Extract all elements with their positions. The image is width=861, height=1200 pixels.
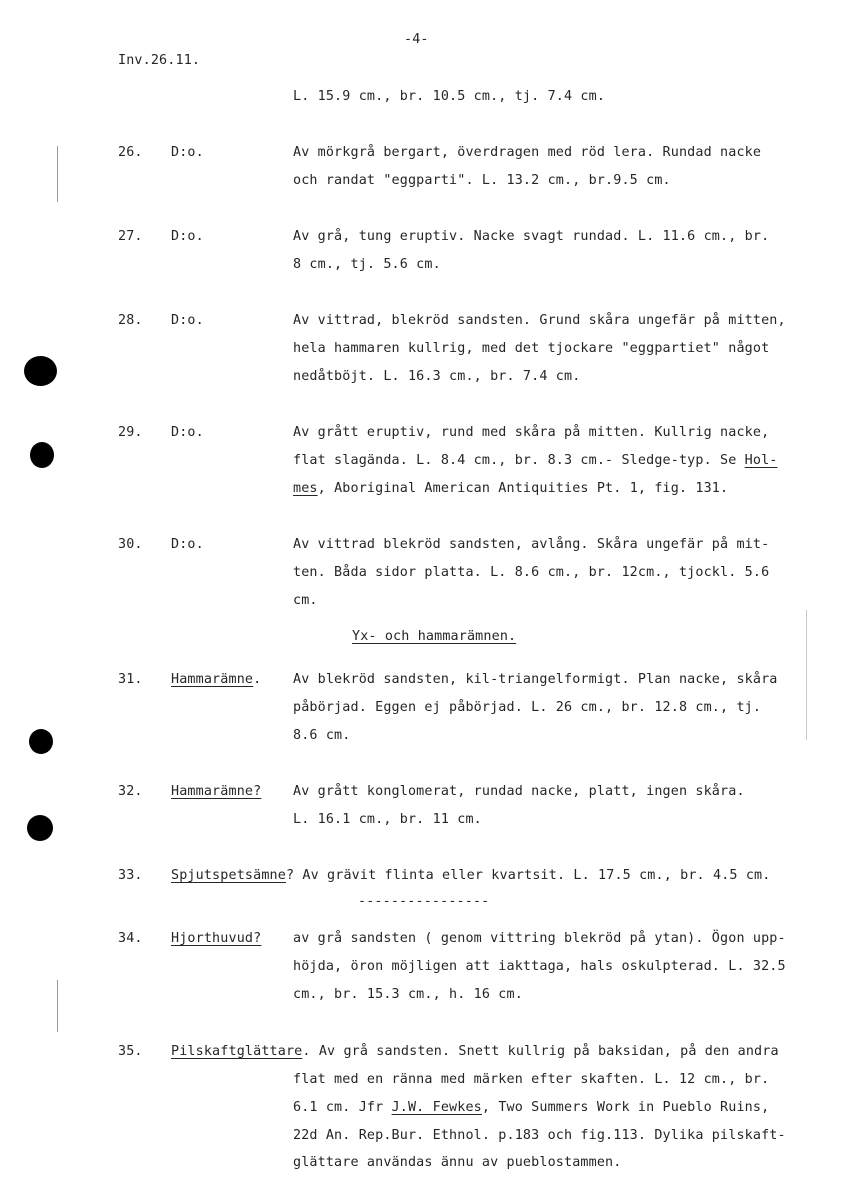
entry-label: Hjorthuvud? bbox=[171, 931, 262, 946]
entry-text: höjda, öron möjligen att iakttaga, hals oskulpterad. L. 32.5 bbox=[293, 959, 786, 974]
entry-text bbox=[293, 447, 778, 475]
entry-label: Pilskaftglättare bbox=[171, 1044, 303, 1059]
entry-text: 8 cm., tj. 5.6 cm. bbox=[293, 257, 441, 272]
entry-label: D:o. bbox=[171, 425, 204, 440]
page-number: -4- bbox=[404, 32, 429, 47]
entry-text: nedåtböjt. L. 16.3 cm., br. 7.4 cm. bbox=[293, 369, 581, 384]
entry-text: Av mörkgrå bergart, överdragen med röd lera. Rundad nacke bbox=[293, 145, 762, 160]
entry-text-segment: flat slagända. L. 8.4 cm., br. 8.3 cm.- Sledge-typ. Se bbox=[293, 453, 745, 468]
author-reference: mes bbox=[293, 481, 318, 496]
punch-hole bbox=[30, 442, 54, 468]
entry-label: D:o. bbox=[171, 229, 204, 244]
punch-hole bbox=[29, 729, 53, 754]
entry-text: flat med en ränna med märken efter skaften. L. 12 cm., br. bbox=[293, 1072, 770, 1087]
entry-text-segment: , Aboriginal American Antiquities Pt. 1, fig. 131. bbox=[317, 481, 729, 496]
entry-number: 35. bbox=[118, 1044, 143, 1059]
entry-number: 32. bbox=[118, 784, 143, 799]
entry-text-segment: 6.1 cm. Jfr bbox=[293, 1100, 392, 1115]
entry-text: Av grått eruptiv, rund med skåra på mitten. Kullrig nacke, bbox=[293, 425, 770, 440]
entry-label: Spjutspetsämne bbox=[171, 868, 286, 883]
entry-number: 30. bbox=[118, 537, 143, 552]
dashed-divider: ---------------- bbox=[358, 894, 490, 909]
author-reference: J.W. Fewkes bbox=[391, 1100, 482, 1115]
punch-hole bbox=[24, 356, 57, 386]
entry-label bbox=[171, 666, 261, 694]
margin-mark bbox=[57, 146, 58, 202]
entry-number: 31. bbox=[118, 672, 143, 687]
entry-text: Av vittrad blekröd sandsten, avlång. Skåra ungefär på mit- bbox=[293, 537, 770, 552]
entry-number: 33. bbox=[118, 868, 143, 883]
entry-number: 29. bbox=[118, 425, 143, 440]
punch-hole bbox=[27, 815, 53, 841]
entry-text: hela hammaren kullrig, med det tjockare "eggpartiet" något bbox=[293, 341, 770, 356]
section-heading: Yx- och hammarämnen. bbox=[352, 629, 517, 644]
entry-label-text: Hammarämne bbox=[171, 672, 254, 687]
entry-text: Av blekröd sandsten, kil-triangelformigt. Plan nacke, skåra bbox=[293, 672, 778, 687]
entry-label: D:o. bbox=[171, 145, 204, 160]
entry-text: cm., br. 15.3 cm., h. 16 cm. bbox=[293, 987, 523, 1002]
entry-label: D:o. bbox=[171, 537, 204, 552]
entry-number: 26. bbox=[118, 145, 143, 160]
entry-line bbox=[171, 862, 770, 890]
entry-number: 27. bbox=[118, 229, 143, 244]
entry-text-segment: , Two Summers Work in Pueblo Ruins, bbox=[481, 1100, 770, 1115]
entry-text: Av grått konglomerat, rundad nacke, platt, ingen skåra. bbox=[293, 784, 745, 799]
margin-mark bbox=[806, 610, 807, 740]
entry-text: 8.6 cm. bbox=[293, 728, 351, 743]
entry-text: 22d An. Rep.Bur. Ethnol. p.183 och fig.113. Dylika pilskaft- bbox=[293, 1128, 786, 1143]
intro-line: L. 15.9 cm., br. 10.5 cm., tj. 7.4 cm. bbox=[293, 89, 606, 104]
entry-label-punct: . bbox=[253, 672, 262, 687]
entry-text: ? Av grävit flinta eller kvartsit. L. 17.5 cm., br. 4.5 cm. bbox=[285, 868, 771, 883]
entry-text bbox=[293, 475, 728, 503]
entry-text: av grå sandsten ( genom vittring blekröd på ytan). Ögon upp- bbox=[293, 931, 786, 946]
entry-label: Hammarämne? bbox=[171, 784, 262, 799]
entry-number: 28. bbox=[118, 313, 143, 328]
entry-text: Av grå, tung eruptiv. Nacke svagt rundad. L. 11.6 cm., br. bbox=[293, 229, 770, 244]
margin-mark bbox=[57, 980, 58, 1032]
entry-line bbox=[171, 1038, 779, 1066]
inventory-number: Inv.26.11. bbox=[118, 53, 201, 68]
entry-text: påbörjad. Eggen ej påbörjad. L. 26 cm., br. 12.8 cm., tj. bbox=[293, 700, 762, 715]
entry-text: och randat "eggparti". L. 13.2 cm., br.9.5 cm. bbox=[293, 173, 671, 188]
entry-text bbox=[293, 1094, 769, 1122]
entry-label: D:o. bbox=[171, 313, 204, 328]
author-reference: Hol- bbox=[744, 453, 778, 468]
entry-text: Av vittrad, blekröd sandsten. Grund skåra ungefär på mitten, bbox=[293, 313, 786, 328]
entry-text: L. 16.1 cm., br. 11 cm. bbox=[293, 812, 482, 827]
entry-text: glättare användas ännu av pueblostammen. bbox=[293, 1155, 622, 1170]
entry-text: . Av grå sandsten. Snett kullrig på baksidan, på den andra bbox=[302, 1044, 779, 1059]
entry-text: ten. Båda sidor platta. L. 8.6 cm., br. 12cm., tjockl. 5.6 bbox=[293, 565, 770, 580]
entry-text: cm. bbox=[293, 593, 318, 608]
entry-number: 34. bbox=[118, 931, 143, 946]
